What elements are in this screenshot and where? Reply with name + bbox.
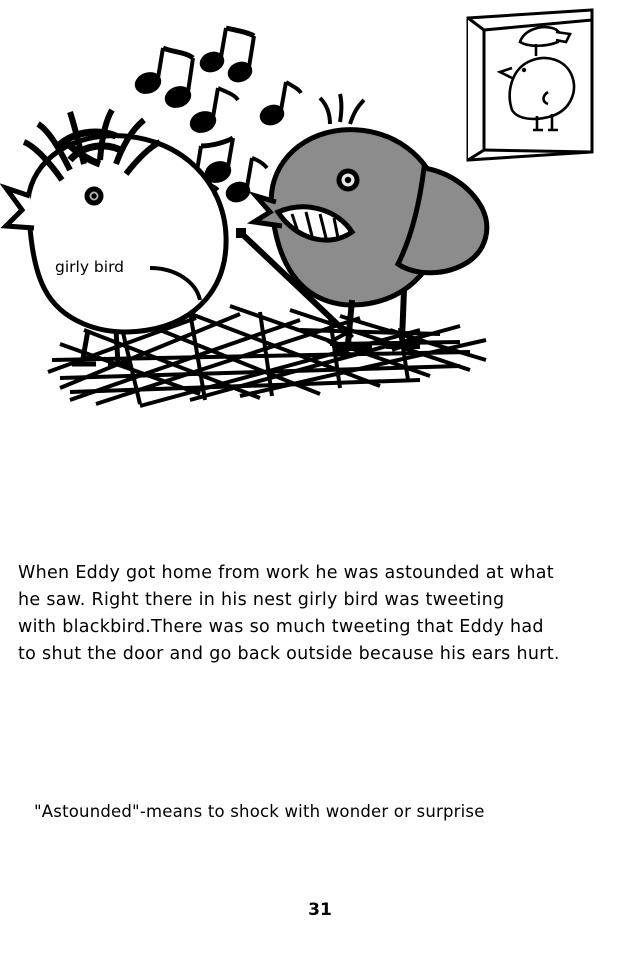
illustration: [0, 0, 640, 460]
illustration-drawing: [0, 0, 640, 460]
story-line-3: with blackbird.There was so much tweeting that Eddy had: [18, 617, 544, 637]
story-line-2: he saw. Right there in his nest girly bird was tweeting: [18, 590, 505, 610]
birdhouse-with-bird-icon: [468, 10, 592, 160]
story-line-1: When Eddy got home from work he was astounded at what: [18, 563, 554, 583]
vocabulary-definition: "Astounded"-means to shock with wonder or surprise: [34, 802, 485, 821]
page-number: 31: [308, 900, 332, 920]
girly-bird-caption: girly bird: [55, 258, 125, 276]
gray-blackbird: [236, 94, 487, 348]
story-line-4: to shut the door and go back outside because his ears hurt.: [18, 644, 560, 664]
story-text: [18, 560, 626, 668]
